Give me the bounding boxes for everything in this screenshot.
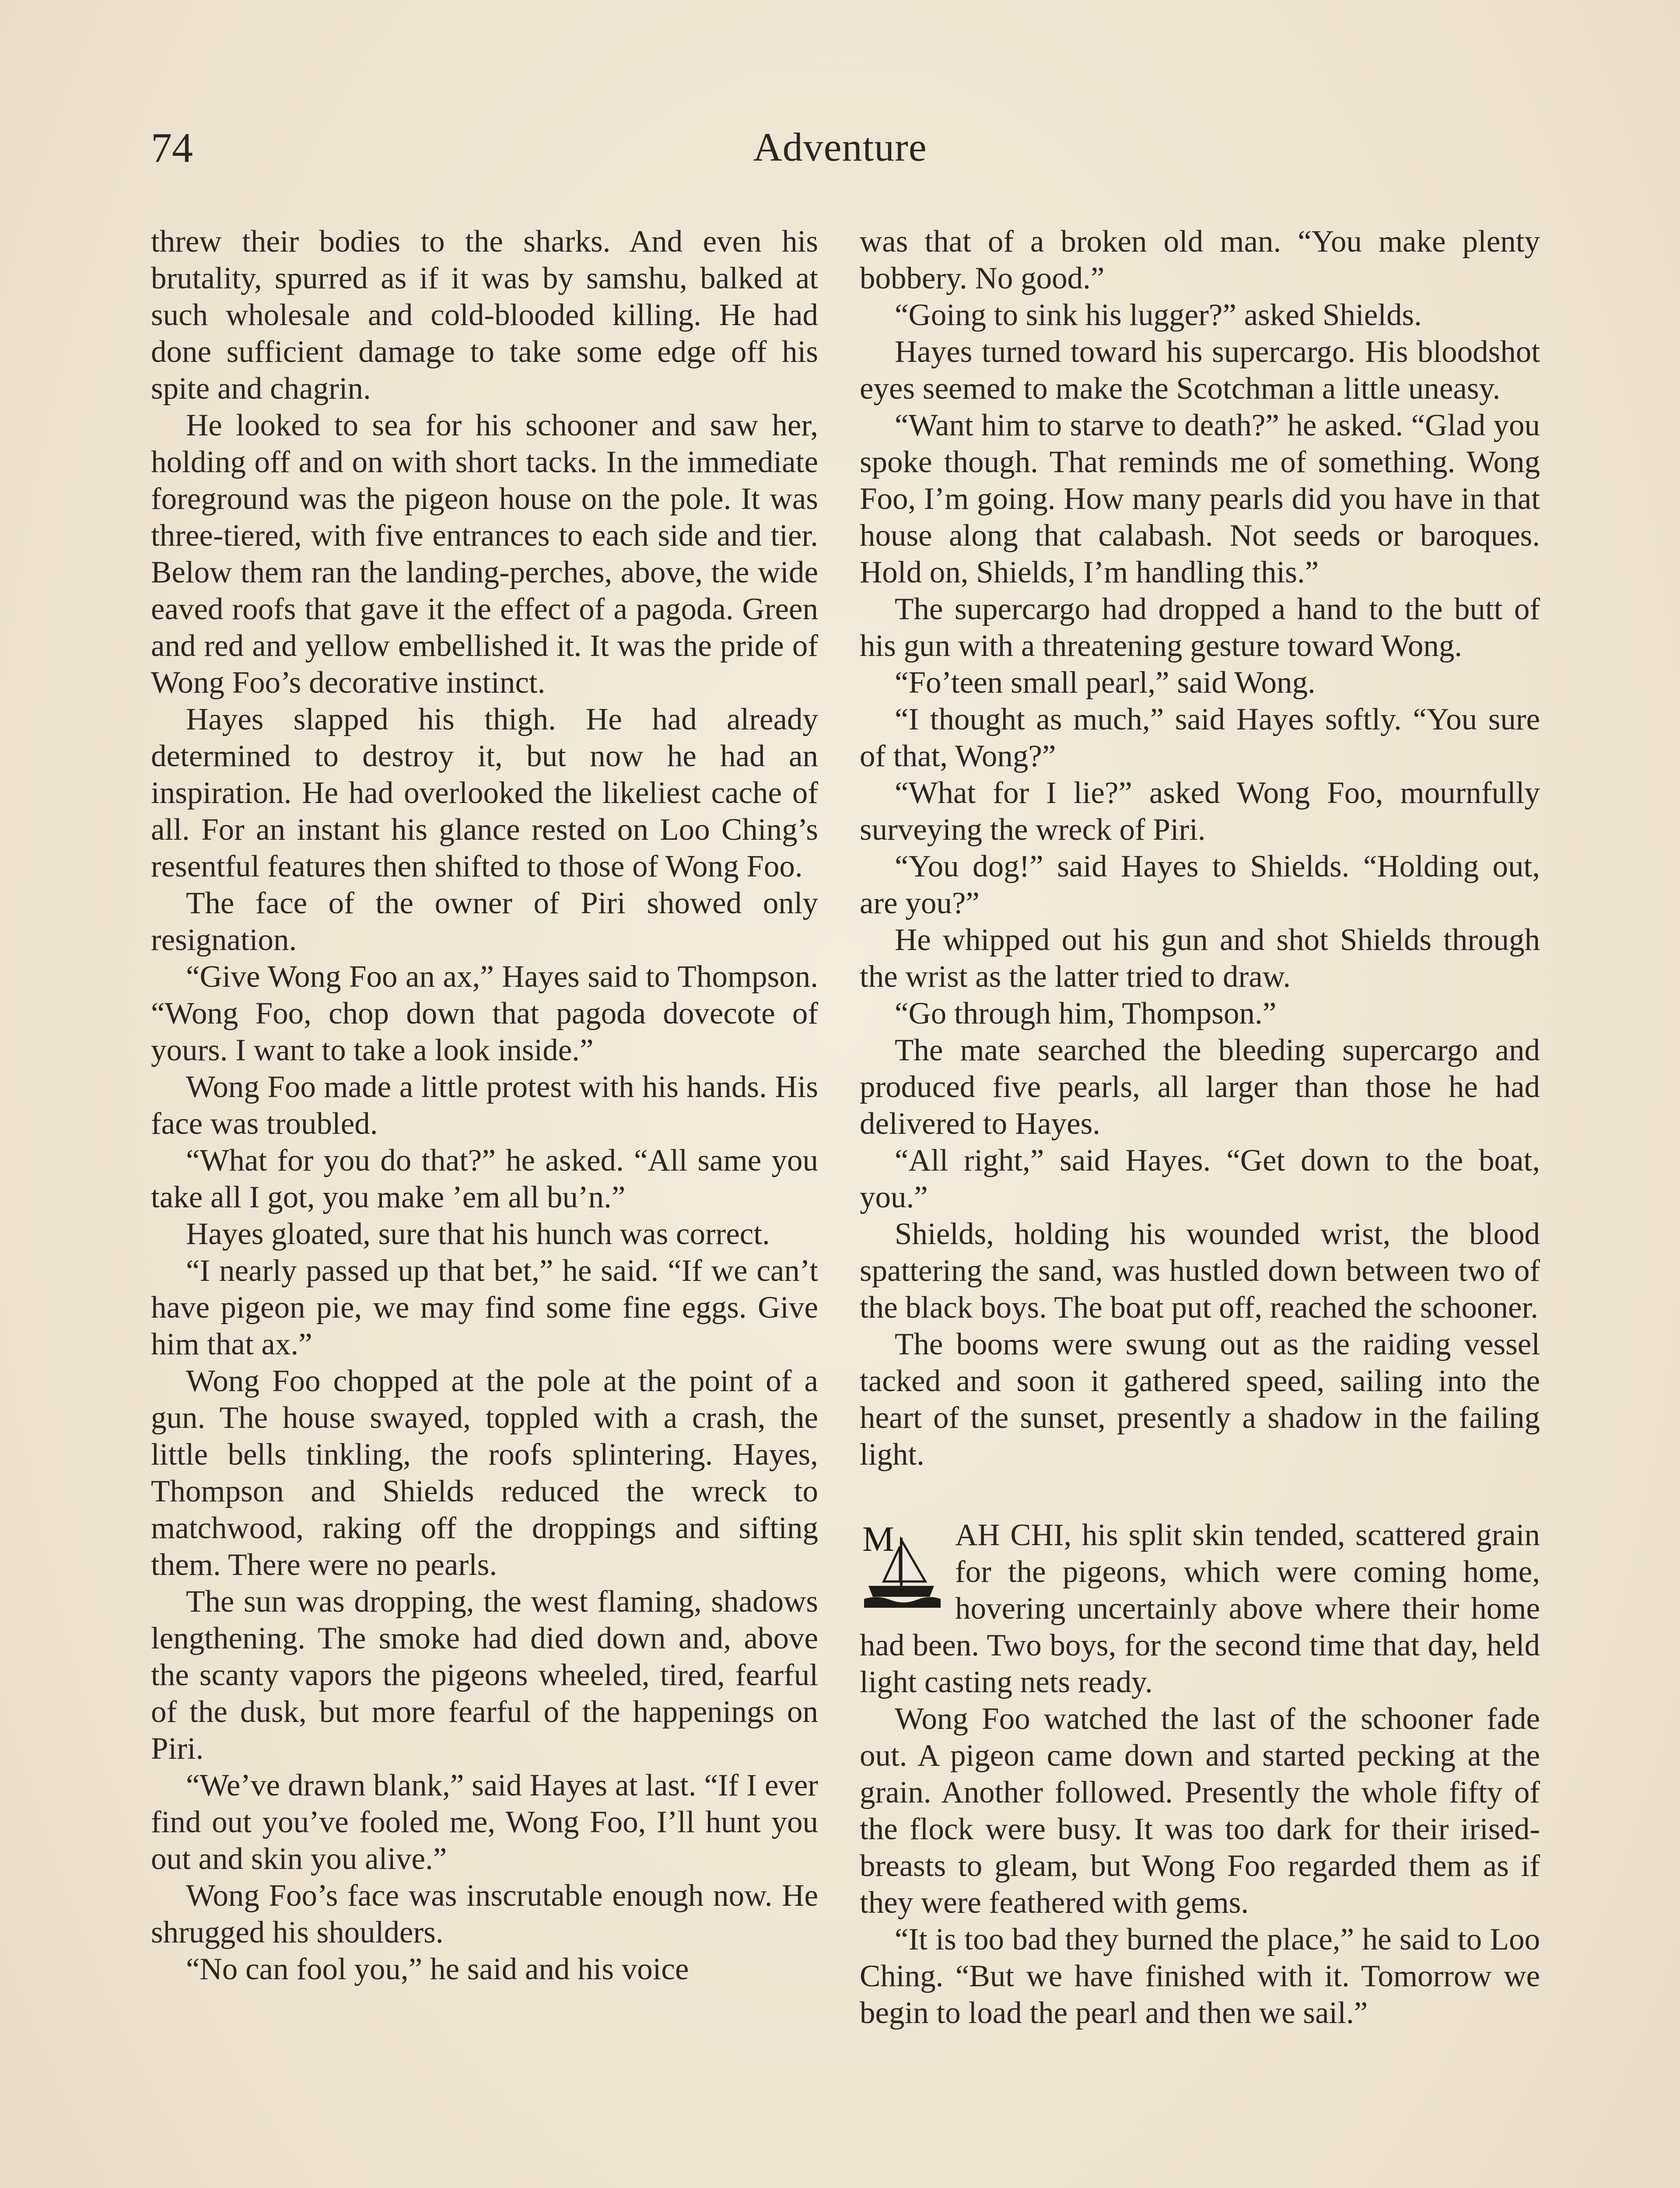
paragraph: “What for I lie?” asked Wong Foo, mournfully surveying the wreck of Piri. [860,776,1540,847]
paragraph: Wong Foo’s face was inscrutable enough now. He shrugged his shoulders. [151,1879,818,1950]
left-column [151,223,818,1988]
paragraph: “What for you do that?” he asked. “All same you take all I got, you make ’em all bu’n.” [151,1143,818,1214]
paragraph: Wong Foo made a little protest with his hands. His face was troubled. [151,1070,818,1141]
running-head: Adventure [753,125,927,169]
paragraph: Wong Foo chopped at the pole at the point of a gun. The house swayed, toppled with a crash, the little bells tinkling, the roofs splintering. Hayes, Thompson and Shields reduced the wreck to matchwood, raking off the droppings and sifting them. There were no pearls. [151,1364,818,1582]
dropcap-ship-icon [860,1520,943,1608]
paragraph: The booms were swung out as the raiding vessel tacked and soon it gathered speed, sailing into the heart of the sunset, presently a shadow in the failing light. [860,1327,1540,1472]
paragraph: The face of the owner of Piri showed only resignation. [151,886,818,957]
paragraph: “I thought as much,” said Hayes softly. “You sure of that, Wong?” [860,702,1540,773]
paragraph: Hayes slapped his thigh. He had already determined to destroy it, but now he had an inspiration. He had overlooked the likeliest cache of all. For an instant his glance rested on Loo Ching’s resentful features then shifted to those of Wong Foo. [151,702,818,884]
paragraph: “Fo’teen small pearl,” said Wong. [895,666,1316,700]
paragraph: He looked to sea for his schooner and saw her, holding off and on with short tacks. In the immediate foreground was the pigeon house on the pole. It was three-tiered, with five entrances to each side and tier. Below them ran the landing-perches, above, the wide eaved roofs that gave it the effect of a pagoda. Green and red and yellow embellished it. It was the pride of Wong Foo’s decorative instinct. [151,408,818,700]
dropcap-paragraph-text: AH CHI, his split skin tended, scattered grain for the pigeons, which were coming home, hovering uncertainly above where their home had been. Two boys, for the second time that day, held light casting nets ready. [860,1518,1540,1699]
paragraph: The supercargo had dropped a hand to the butt of his gun with a threatening gesture toward Wong. [860,592,1540,663]
paragraph: “We’ve drawn blank,” said Hayes at last. “If I ever find out you’ve fooled me, Wong Foo, I’ll hunt you out and skin you alive.” [151,1768,818,1876]
paragraph: threw their bodies to the sharks. And even his brutality, spurred as if it was by samshu, balked at such wholesale and cold-blooded killing. He had done sufficient damage to take some edge off his spite and chagrin. [151,224,818,406]
right-column [860,223,1540,2031]
dropcap-illustration [860,1520,943,1608]
paragraph: “Give Wong Foo an ax,” Hayes said to Thompson. “Wong Foo, chop down that pagoda dovecote of yours. I want to take a look inside.” [151,960,818,1067]
paragraph: He whipped out his gun and shot Shields through the wrist as the latter tried to draw. [860,923,1540,994]
paragraph: “You dog!” said Hayes to Shields. “Holding out, are you?” [860,849,1540,920]
paragraph: Wong Foo watched the last of the schooner fade out. A pigeon came down and started pecking at the grain. Another followed. Presently the whole fifty of the flock were busy. It was too dark for their irised-breasts to gleam, but Wong Foo regarded them as if they were feathered with gems. [860,1702,1540,1920]
paragraph: The sun was dropping, the west flaming, shadows lengthening. The smoke had died down and, above the scanty vapors the pigeons wheeled, tired, fearful of the dusk, but more fearful of the happenings on Piri. [151,1585,818,1766]
paragraph: was that of a broken old man. “You make plenty bobbery. No good.” [860,224,1540,295]
paragraph: Hayes turned toward his supercargo. His bloodshot eyes seemed to make the Scotchman a little uneasy. [860,335,1540,406]
paragraph: Shields, holding his wounded wrist, the blood spattering the sand, was hustled down between two of the black boys. The boat put off, reached the schooner. [860,1217,1540,1325]
dropcap-letter: M [862,1520,894,1559]
paragraph: The mate searched the bleeding supercargo and produced five pearls, all larger than those he had delivered to Hayes. [860,1033,1540,1141]
paragraph: “Going to sink his lugger?” asked Shields. [895,298,1422,332]
paragraph: “Go through him, Thompson.” [895,996,1277,1031]
paragraph: “I nearly passed up that bet,” he said. “If we can’t have pigeon pie, we may find some fine eggs. Give him that ax.” [151,1254,818,1361]
page-number: 74 [151,124,193,171]
paragraph: “It is too bad they burned the place,” he said to Loo Ching. “But we have finished with it. Tomorrow we begin to load the pearl and then we sail.” [860,1922,1540,2030]
section-break [860,1473,1540,1517]
paragraph: “All right,” said Hayes. “Get down to the boat, you.” [860,1143,1540,1214]
dropcap-paragraph [860,1517,1540,1701]
paragraph: “No can fool you,” he said and his voice [186,1952,689,1986]
paragraph: “Want him to starve to death?” he asked. “Glad you spoke though. That reminds me of something. Wong Foo, I’m going. How many pearls did you have in that house along that calabash. Not seeds or baroques. Hold on, Shields, I’m handling this.” [860,408,1540,589]
paragraph: Hayes gloated, sure that his hunch was correct. [186,1217,770,1251]
